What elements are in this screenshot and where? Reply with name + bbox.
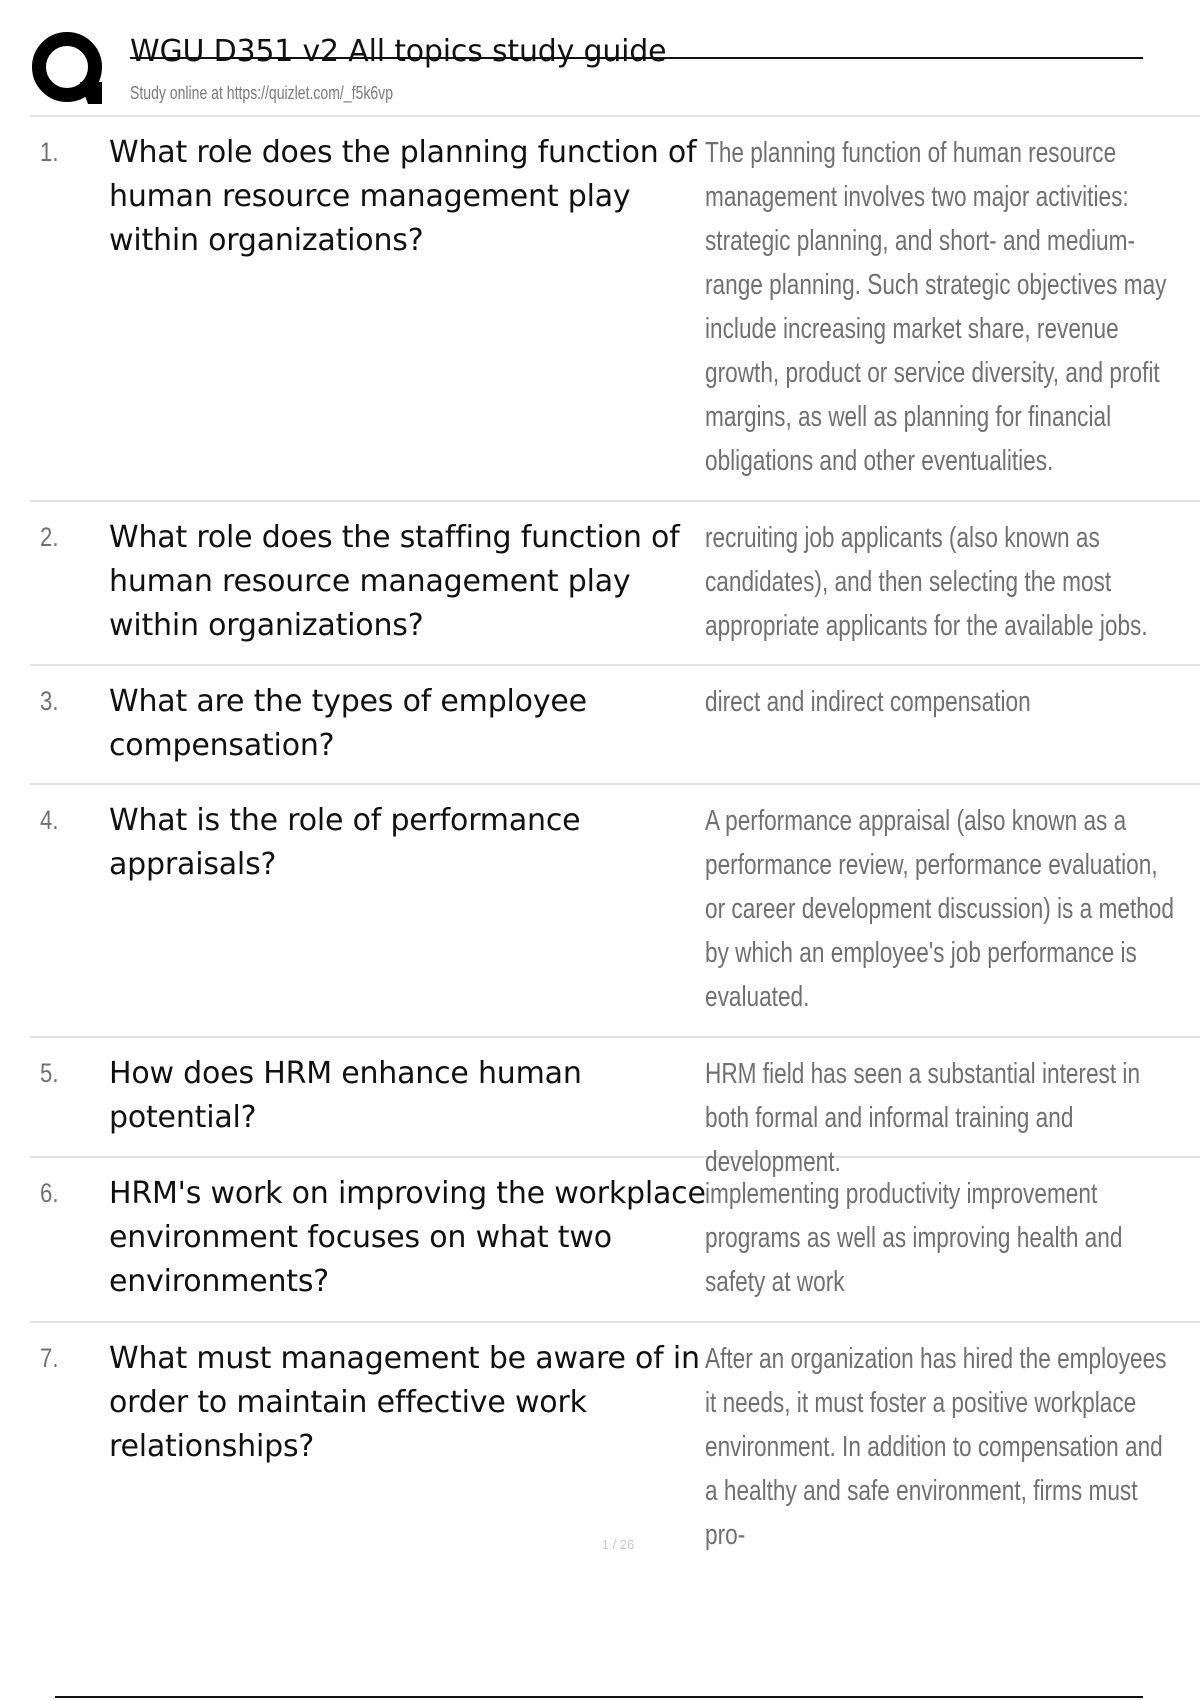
card-number: 3.: [40, 686, 59, 716]
card-term: What role does the staffing function of human resource management play within organizations?: [109, 520, 680, 643]
card-term: What role does the planning function of human resource management play within organizations?: [109, 135, 697, 258]
card-number: 7.: [40, 1343, 59, 1373]
card-term: What must management be aware of in order to maintain effective work relationships?: [109, 1341, 700, 1464]
card-term: How does HRM enhance human potential?: [109, 1056, 582, 1135]
card-number: 1.: [40, 137, 59, 167]
card-term: HRM's work on improving the workplace environment focuses on what two environments?: [109, 1176, 706, 1299]
card-number: 5.: [40, 1058, 59, 1088]
card-definition: The planning function of human resource management involves two major activities: strategic planning, and short- and medium-range planning. Such strategic objectives may include increasing market share, revenue growth, product or service diversity, and profit margins, as well as planning for financial obligations and other eventualities.: [705, 137, 1167, 477]
card-definition: After an organization has hired the employees it needs, it must foster a positive workplace environment. In addition to compensation and a healthy and safe environment, firms must pro-: [705, 1343, 1167, 1551]
document-subtitle: Study online at https://quizlet.com/_f5k6vp: [130, 83, 394, 103]
card-definition: recruiting job applicants (also known as candidates), and then selecting the most appropriate applicants for the available jobs.: [705, 522, 1148, 642]
document-title: WGU D351 v2 All topics study guide: [130, 34, 667, 69]
card-term: What is the role of performance appraisals?: [109, 803, 581, 882]
flashcard: [30, 1038, 1200, 1178]
flashcard: [30, 502, 1200, 666]
flashcard: [30, 1158, 1200, 1323]
card-definition: A performance appraisal (also known as a performance review, performance evaluation, or career development discussion) is a method by which an employee's job performance is evaluated.: [705, 805, 1174, 1013]
document-header: [0, 0, 1200, 116]
card-number: 6.: [40, 1178, 59, 1208]
page-number: 1 / 26: [601, 1537, 635, 1552]
card-number: 4.: [40, 805, 59, 835]
flashcard: [30, 666, 1200, 785]
footer-divider: [55, 1696, 1143, 1698]
flashcard: [30, 117, 1200, 502]
quizlet-q-logo-icon: [30, 30, 110, 110]
card-number: 2.: [40, 522, 59, 552]
card-term: What are the types of employee compensation?: [109, 684, 587, 763]
card-definition: HRM field has seen a substantial interest in both formal and informal training and development.: [705, 1058, 1141, 1178]
card-definition: direct and indirect compensation: [705, 686, 1031, 718]
flashcard: [30, 785, 1200, 1038]
card-definition: implementing productivity improvement programs as well as improving health and safety at work: [705, 1178, 1123, 1298]
